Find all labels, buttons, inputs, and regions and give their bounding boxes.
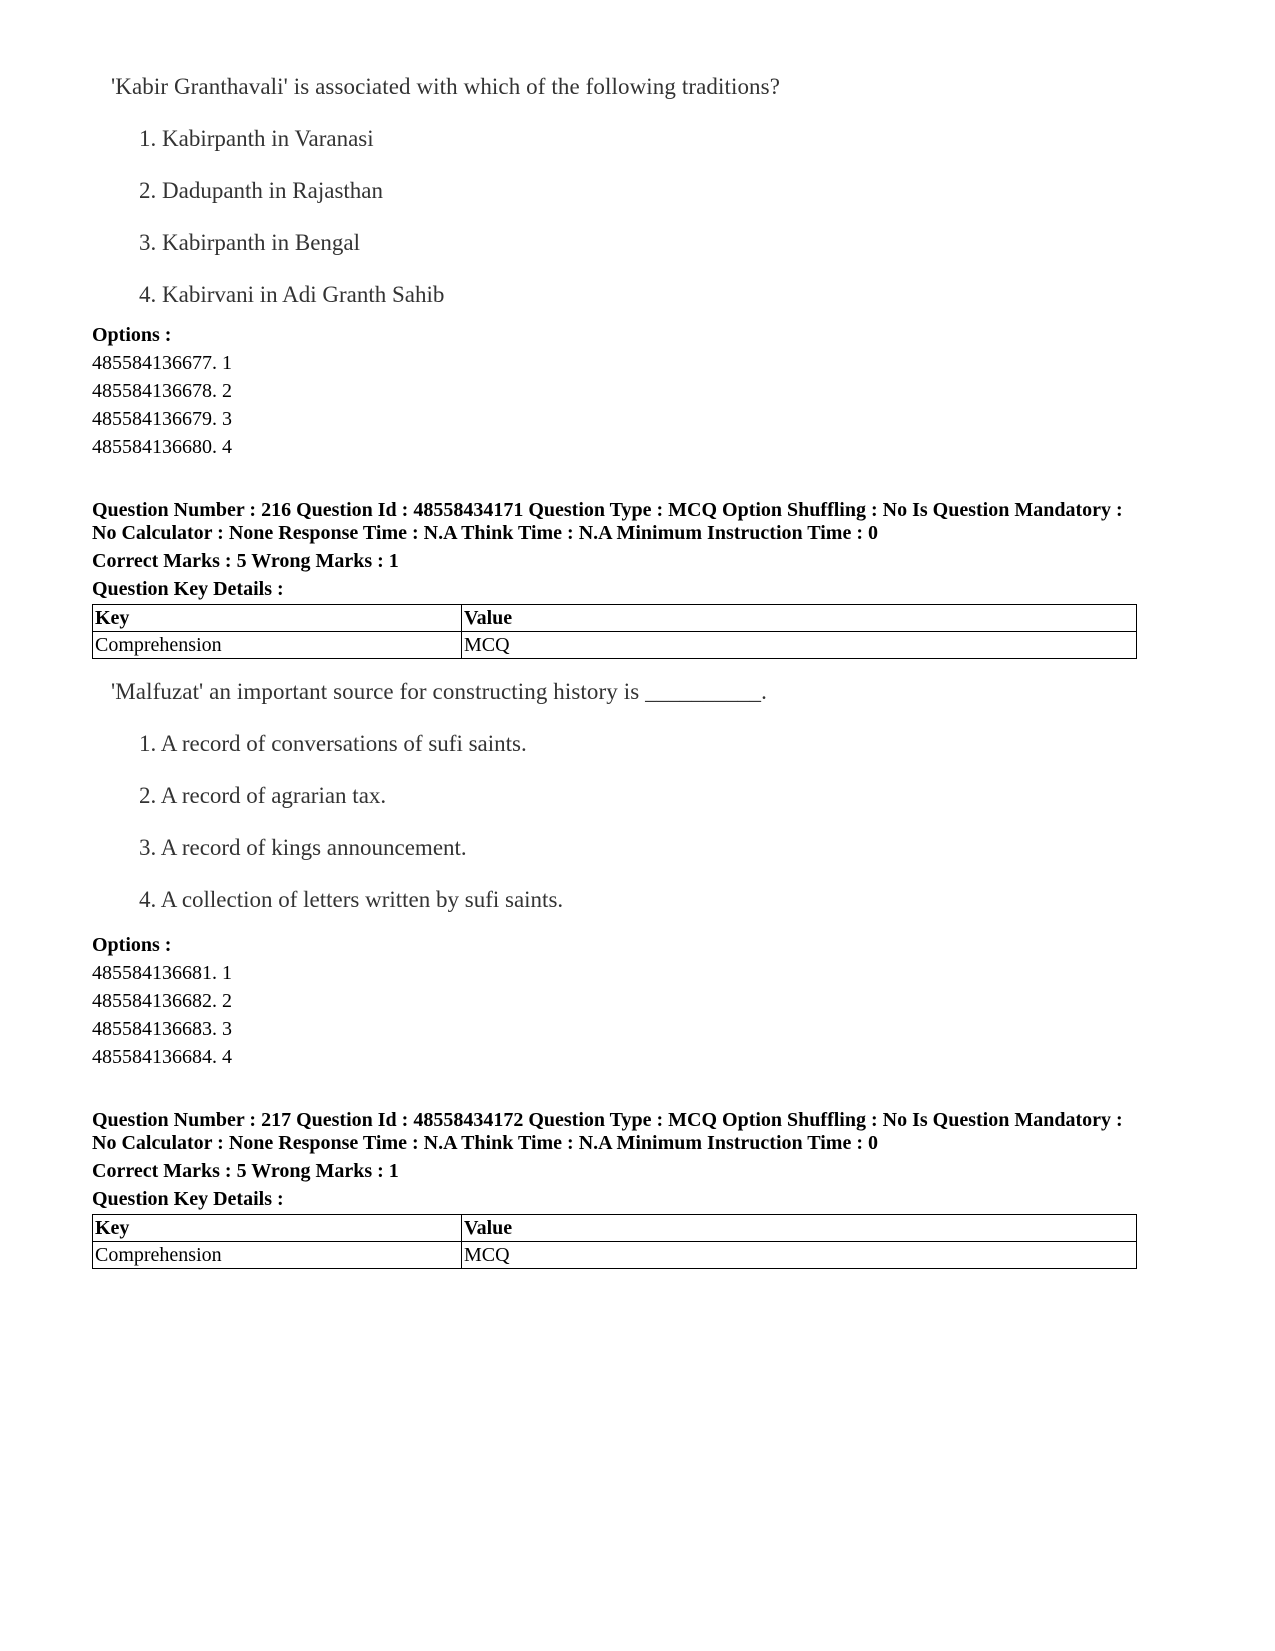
- choice-item: 2. A record of agrarian tax.: [139, 783, 387, 808]
- choice-item: 2. Dadupanth in Rajasthan: [139, 178, 384, 203]
- table-header-cell: Value: [462, 1215, 1137, 1242]
- choice-item: 1. Kabirpanth in Varanasi: [139, 126, 374, 151]
- choice-item: 4. A collection of letters written by sufi saints.: [139, 887, 564, 912]
- key-details-heading: Question Key Details :: [92, 1188, 284, 1210]
- option-id: 485584136678. 2: [92, 380, 232, 402]
- choice-item: 3. A record of kings announcement.: [139, 835, 467, 860]
- options-heading: Options :: [92, 324, 172, 346]
- options-heading: Options :: [92, 934, 172, 956]
- question-meta-line: No Calculator : None Response Time : N.A Think Time : N.A Minimum Instruction Time : 0: [92, 1132, 878, 1154]
- choice-item: 4. Kabirvani in Adi Granth Sahib: [139, 282, 445, 307]
- key-details-table: [92, 1214, 1137, 1269]
- option-id: 485584136681. 1: [92, 962, 232, 984]
- table-header-cell: Value: [462, 605, 1137, 632]
- option-id: 485584136679. 3: [92, 408, 232, 430]
- question-text: 'Malfuzat' an important source for constructing history is __________.: [111, 679, 767, 704]
- question-text: 'Kabir Granthavali' is associated with which of the following traditions?: [111, 74, 781, 99]
- table-row: [93, 1242, 1137, 1269]
- marks-line: Correct Marks : 5 Wrong Marks : 1: [92, 550, 399, 572]
- table-cell: MCQ: [462, 1242, 1137, 1269]
- table-cell: Comprehension: [93, 1242, 462, 1269]
- choice-item: 3. Kabirpanth in Bengal: [139, 230, 361, 255]
- option-id: 485584136680. 4: [92, 436, 232, 458]
- question-meta-line: Question Number : 217 Question Id : 48558434172 Question Type : MCQ Option Shuffling : No Is Question Mandatory :: [92, 1109, 1123, 1131]
- table-header-row: [93, 605, 1137, 632]
- table-cell: MCQ: [462, 632, 1137, 659]
- question-meta-line: Question Number : 216 Question Id : 48558434171 Question Type : MCQ Option Shuffling : No Is Question Mandatory :: [92, 499, 1123, 521]
- option-id: 485584136682. 2: [92, 990, 232, 1012]
- table-header-cell: Key: [93, 1215, 462, 1242]
- table-cell: Comprehension: [93, 632, 462, 659]
- table-row: [93, 632, 1137, 659]
- question-meta-line: No Calculator : None Response Time : N.A Think Time : N.A Minimum Instruction Time : 0: [92, 522, 878, 544]
- choice-item: 1. A record of conversations of sufi saints.: [139, 731, 527, 756]
- option-id: 485584136684. 4: [92, 1046, 232, 1068]
- option-id: 485584136677. 1: [92, 352, 232, 374]
- key-details-heading: Question Key Details :: [92, 578, 284, 600]
- key-details-table: [92, 604, 1137, 659]
- table-header-cell: Key: [93, 605, 462, 632]
- option-id: 485584136683. 3: [92, 1018, 232, 1040]
- marks-line: Correct Marks : 5 Wrong Marks : 1: [92, 1160, 399, 1182]
- table-header-row: [93, 1215, 1137, 1242]
